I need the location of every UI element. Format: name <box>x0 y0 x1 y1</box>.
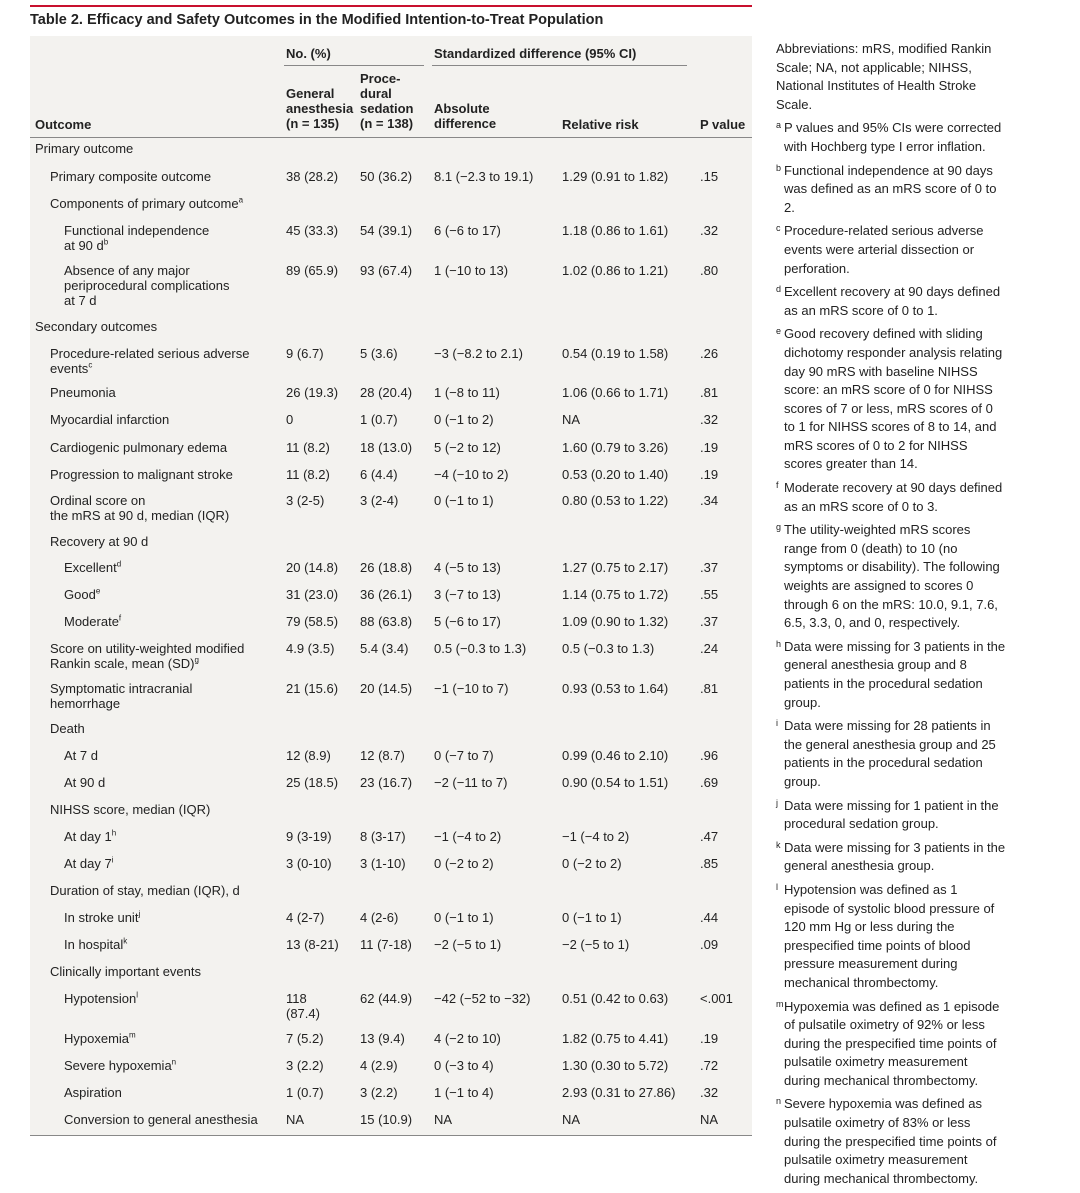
cell-rr: NA <box>562 1112 581 1127</box>
header-general-anesthesia: General anesthesia (n = 135) <box>286 86 354 131</box>
cell-ga: 7 (5.2) <box>286 1031 324 1046</box>
cell-ga: 26 (19.3) <box>286 385 339 400</box>
footnote-mark: m <box>776 998 784 1009</box>
cell-p: .37 <box>700 560 719 575</box>
row-label <box>50 721 85 736</box>
footnote <box>776 797 1006 834</box>
footnote-text: Abbreviations: mRS, modified Rankin Scale; NA, not applicable; NIHSS, National Institutes of Health Stroke Scale. <box>776 41 992 112</box>
cell-rr: 0.5 (−0.3 to 1.3) <box>562 641 655 656</box>
cell-rr: −2 (−5 to 1) <box>562 937 630 952</box>
footnote-mark: e <box>776 326 782 337</box>
cell-abs: 1 (−8 to 11) <box>434 385 500 400</box>
row-label-line: Clinically important events <box>50 964 202 979</box>
cell-rr: 1.29 (0.91 to 1.82) <box>562 169 669 184</box>
cell-ps: 11 (7-18) <box>360 937 412 952</box>
cell-ps: 1 (0.7) <box>360 412 398 427</box>
row-label-line: Moderate$^f$ <box>64 613 122 629</box>
cell-abs: 0 (−1 to 2) <box>434 412 494 427</box>
row-label-line: Score on utility-weighted modified <box>50 641 245 656</box>
cell-ps: 13 (9.4) <box>360 1031 405 1046</box>
row-label-line: Ordinal score on <box>50 493 146 508</box>
cell-abs: 0 (−7 to 7) <box>434 748 494 763</box>
row-label-line: Hypoxemia$^m$ <box>64 1030 136 1046</box>
cell-rr: 0.51 (0.42 to 0.63) <box>562 991 669 1006</box>
cell-ps: 3 (1-10) <box>360 856 406 871</box>
cell-abs: 1 (−1 to 4) <box>434 1085 494 1100</box>
cell-ga: 11 (8.2) <box>286 440 330 455</box>
cell-p: .34 <box>700 493 719 508</box>
cell-rr: 1.06 (0.66 to 1.71) <box>562 385 669 400</box>
footnote-mark: n <box>776 1096 782 1107</box>
cell-abs: NA <box>434 1112 453 1127</box>
row-label <box>50 196 243 211</box>
row-label <box>50 964 201 979</box>
row-label-line: Secondary outcomes <box>35 319 158 334</box>
table-title: Table 2. Efficacy and Safety Outcomes in the Modified Intention-to-Treat Population <box>30 12 604 28</box>
row-label <box>50 467 233 482</box>
cell-p: .81 <box>700 385 719 400</box>
cell-ga: 20 (14.8) <box>286 560 339 575</box>
footnote-mark: f <box>776 480 779 491</box>
row-label-line: Severe hypoxemia$^n$ <box>64 1057 177 1073</box>
cell-ps: 5 (3.6) <box>360 346 398 361</box>
footnote-mark: i <box>776 718 778 729</box>
cell-ga: 4.9 (3.5) <box>286 641 335 656</box>
cell-ga: NA <box>286 1112 305 1127</box>
results-table <box>30 36 752 1136</box>
cell-abs: −1 (−4 to 2) <box>434 829 502 844</box>
cell-p: .85 <box>700 856 719 871</box>
row-label-line: Primary composite outcome <box>50 169 212 184</box>
footnote <box>776 638 1006 712</box>
cell-ps: 4 (2.9) <box>360 1058 398 1073</box>
row-label <box>64 829 116 844</box>
cell-ps: 88 (63.8) <box>360 614 413 629</box>
cell-abs: −4 (−10 to 2) <box>434 467 509 482</box>
footnote-text: Data were missing for 28 patients in the general anesthesia group and 25 patients in the procedural sedation group. <box>784 718 996 789</box>
row-label-line: Functional independence <box>64 223 210 238</box>
cell-rr: 0.90 (0.54 to 1.51) <box>562 775 669 790</box>
footnote-text: Moderate recovery at 90 days defined as an mRS score of 0 to 3. <box>784 480 1003 514</box>
row-label <box>50 169 211 184</box>
cell-ps: 20 (14.5) <box>360 681 413 696</box>
cell-ga: 118 <box>286 991 307 1006</box>
row-label-line: Symptomatic intracranial <box>50 681 193 696</box>
footnote <box>776 325 1006 474</box>
footnote <box>776 717 1006 791</box>
footnote-marker: n <box>171 1057 177 1067</box>
cell-abs: 5 (−6 to 17) <box>434 614 501 629</box>
cell-p: <.001 <box>700 991 733 1006</box>
cell-ps: 3 (2-4) <box>360 493 399 508</box>
footnote <box>776 881 1006 993</box>
cell-ga: 21 (15.6) <box>286 681 339 696</box>
cell-abs: −42 (−52 to −32) <box>434 991 531 1006</box>
cell-p: .24 <box>700 641 719 656</box>
row-label <box>50 681 192 711</box>
cell-ga: 9 (3-19) <box>286 829 332 844</box>
row-label <box>64 560 121 575</box>
cell-abs: −2 (−11 to 7) <box>434 775 508 790</box>
row-label-line: At day 7$^i$ <box>64 855 114 871</box>
footnote-text: Functional independence at 90 days was defined as an mRS score of 0 to 2. <box>784 162 997 215</box>
row-label <box>64 587 100 602</box>
row-label-line: Primary outcome <box>35 141 134 156</box>
row-label-line: Aspiration <box>64 1085 122 1100</box>
cell-rr: 0.80 (0.53 to 1.22) <box>562 493 669 508</box>
row-label-line: In stroke unit$^j$ <box>64 909 141 925</box>
row-label <box>64 614 121 629</box>
row-label <box>50 385 116 400</box>
cell-ga: 79 (58.5) <box>286 614 339 629</box>
cell-ps: 12 (8.7) <box>360 748 405 763</box>
row-label <box>64 910 140 925</box>
footnote-text: The utility-weighted mRS scores range from 0 (death) to 10 (no symptoms or disability). The following weights are assigned to scores 0 through 6 on the mRS: 10.0, 9.1, 7.6, 6.5, 3.3, 0, and 0, respectively. <box>784 522 1000 631</box>
footnote-mark: a <box>776 120 782 131</box>
cell-ga: 0 <box>286 412 294 427</box>
cell-ga: 25 (18.5) <box>286 775 339 790</box>
cell-p: .32 <box>700 1085 719 1100</box>
cell-ga-line2: (87.4) <box>286 1006 320 1021</box>
footnote-marker: g <box>194 655 199 665</box>
cell-abs: 8.1 (−2.3 to 19.1) <box>434 169 534 184</box>
row-label-line: Excellent$^d$ <box>64 559 122 575</box>
cell-abs: 6 (−6 to 17) <box>434 223 501 238</box>
footnote-marker: f <box>118 613 122 623</box>
cell-rr: NA <box>562 412 581 427</box>
footnote-text: Hypotension was defined as 1 episode of systolic blood pressure of 120 mm Hg or less during the prespecified time points of blood pressure measurement during mechanical thrombectomy. <box>784 881 995 990</box>
cell-rr: 0 (−1 to 1) <box>562 910 622 925</box>
header-absolute-difference: Absolute difference <box>434 101 497 131</box>
cell-rr: 1.18 (0.86 to 1.61) <box>562 223 669 238</box>
row-label <box>64 1085 122 1100</box>
row-label-line: Duration of stay, median (IQR), d <box>50 883 240 898</box>
row-label-line: Absence of any major <box>64 263 190 278</box>
footnote-marker: h <box>111 828 117 838</box>
row-label-line: events$^c$ <box>50 360 93 376</box>
row-label-line: hemorrhage <box>50 696 121 711</box>
footnote-marker: i <box>111 855 114 865</box>
cell-ps: 8 (3-17) <box>360 829 406 844</box>
row-label-line: Rankin scale, mean (SD)$^g$ <box>50 655 199 671</box>
cell-rr: 1.82 (0.75 to 4.41) <box>562 1031 669 1046</box>
cell-rr: 1.02 (0.86 to 1.21) <box>562 263 669 278</box>
header-relative-risk: Relative risk <box>562 117 639 132</box>
footnote-text: Hypoxemia was defined as 1 episode of pulsatile oximetry of 92% or less during the prespecified time points of pulsatile oximetry measurement during mechanical thrombectomy. <box>784 998 1000 1088</box>
cell-p: .37 <box>700 614 719 629</box>
row-label <box>50 346 249 376</box>
cell-p: .26 <box>700 346 719 361</box>
row-label-line: Recovery at 90 d <box>50 534 149 549</box>
footnote <box>776 521 1006 633</box>
cell-ga: 3 (0-10) <box>286 856 332 871</box>
header-group-sd: Standardized difference (95% CI) <box>434 46 637 61</box>
cell-rr: 1.27 (0.75 to 2.17) <box>562 560 669 575</box>
row-label <box>50 641 244 671</box>
cell-rr: 1.09 (0.90 to 1.32) <box>562 614 669 629</box>
footnote-text: Excellent recovery at 90 days defined as an mRS score of 0 to 1. <box>784 284 1001 318</box>
cell-rr: 0.53 (0.20 to 1.40) <box>562 467 669 482</box>
cell-p: .96 <box>700 748 719 763</box>
cell-p: .32 <box>700 223 719 238</box>
row-label <box>64 748 98 763</box>
cell-ga: 31 (23.0) <box>286 587 339 602</box>
cell-abs: 4 (−5 to 13) <box>434 560 501 575</box>
row-label-line: Myocardial infarction <box>50 412 170 427</box>
row-label <box>50 802 210 817</box>
cell-ga: 9 (6.7) <box>286 346 324 361</box>
cell-abs: 5 (−2 to 12) <box>434 440 501 455</box>
footnote <box>776 998 1006 1091</box>
row-label-line: At 7 d <box>64 748 98 763</box>
table-bottom-rule <box>30 1135 752 1136</box>
footnote-text: Data were missing for 1 patient in the procedural sedation group. <box>784 797 999 832</box>
cell-p: .55 <box>700 587 719 602</box>
cell-ga: 4 (2-7) <box>286 910 325 925</box>
cell-ps: 6 (4.4) <box>360 467 398 482</box>
cell-p: .09 <box>700 937 719 952</box>
footnote-mark: d <box>776 284 782 295</box>
cell-ps: 23 (16.7) <box>360 775 413 790</box>
footnote-marker: e <box>95 586 101 596</box>
cell-abs: 0 (−1 to 1) <box>434 493 494 508</box>
cell-p: .32 <box>700 412 719 427</box>
cell-p: .69 <box>700 775 719 790</box>
cell-ps: 50 (36.2) <box>360 169 413 184</box>
footnote-text: Procedure-related serious adverse events were arterial dissection or perforation. <box>784 223 984 276</box>
row-label-line: At day 1$^h$ <box>64 828 117 844</box>
header-rule <box>30 137 752 138</box>
cell-ps: 36 (26.1) <box>360 587 413 602</box>
row-label-line: Components of primary outcome$^a$ <box>50 195 244 211</box>
row-label <box>50 412 169 427</box>
footnote-marker: b <box>103 237 109 247</box>
footnote-text: P values and 95% CIs were corrected with Hochberg type I error inflation. <box>784 120 1002 154</box>
row-label <box>64 1112 258 1127</box>
cell-abs: 0 (−3 to 4) <box>434 1058 494 1073</box>
cell-ps: 5.4 (3.4) <box>360 641 409 656</box>
cell-p: .72 <box>700 1058 719 1073</box>
cell-p: .47 <box>700 829 719 844</box>
footnote-text: Data were missing for 3 patients in the general anesthesia group. <box>784 839 1006 874</box>
cell-rr: 1.60 (0.79 to 3.26) <box>562 440 669 455</box>
footnote <box>776 40 1006 114</box>
row-label-line: at 7 d <box>64 293 97 308</box>
footnote-mark: c <box>776 223 781 234</box>
row-label-line: Death <box>50 721 85 736</box>
row-label <box>64 775 105 790</box>
footnote-marker: d <box>116 559 122 569</box>
row-label-line: In hospital$^k$ <box>64 936 128 952</box>
row-label-line: Procedure-related serious adverse <box>50 346 250 361</box>
row-label-line: the mRS at 90 d, median (IQR) <box>50 508 230 523</box>
footnote-text: Good recovery defined with sliding dichotomy responder analysis relating day 90 mRS with baseline NIHSS score: an mRS score of 0 for NIHSS scores of 7 or less, mRS scores of 0 to 1 for NIHSS scores of 8 to 14, and mRS scores of 0 to 2 for NIHSS scores greater than 14. <box>784 326 1003 472</box>
cell-ga: 3 (2.2) <box>286 1058 324 1073</box>
cell-ps: 26 (18.8) <box>360 560 413 575</box>
footnote-marker: m <box>129 1030 136 1040</box>
header-procedural-sedation: Proce- dural sedation (n = 138) <box>360 71 414 131</box>
cell-ga: 11 (8.2) <box>286 467 330 482</box>
cell-abs: 0 (−1 to 1) <box>434 910 494 925</box>
cell-p: .19 <box>700 1031 719 1046</box>
row-label-line: at 90 $d^b$ <box>64 237 109 253</box>
cell-ps: 18 (13.0) <box>360 440 413 455</box>
row-label <box>64 263 229 308</box>
cell-rr: 1.14 (0.75 to 1.72) <box>562 587 669 602</box>
row-label <box>50 883 240 898</box>
cell-p: .44 <box>700 910 719 925</box>
cell-ps: 54 (39.1) <box>360 223 413 238</box>
row-label-line: Good$^e$ <box>64 586 101 602</box>
cell-ps: 4 (2-6) <box>360 910 399 925</box>
footnotes <box>776 40 1006 1193</box>
row-label <box>35 141 133 156</box>
cell-p: .80 <box>700 263 719 278</box>
row-label <box>64 1031 136 1046</box>
cell-abs: 0.5 (−0.3 to 1.3) <box>434 641 527 656</box>
cell-abs: −2 (−5 to 1) <box>434 937 502 952</box>
cell-p: .19 <box>700 440 719 455</box>
row-label-line: Pneumonia <box>50 385 116 400</box>
cell-ga: 3 (2-5) <box>286 493 325 508</box>
row-label-line: Progression to malignant stroke <box>50 467 233 482</box>
cell-ga: 38 (28.2) <box>286 169 339 184</box>
cell-abs: 0 (−2 to 2) <box>434 856 494 871</box>
cell-p: .81 <box>700 681 719 696</box>
cell-ps: 28 (20.4) <box>360 385 413 400</box>
cell-rr: 0 (−2 to 2) <box>562 856 622 871</box>
header-rule-no <box>284 65 424 66</box>
cell-ga: 1 (0.7) <box>286 1085 324 1100</box>
header-outcome: Outcome <box>35 117 92 132</box>
footnote-mark: k <box>776 839 781 850</box>
footnote-marker: k <box>123 936 128 946</box>
row-label-line: At 90 d <box>64 775 106 790</box>
cell-rr: 0.93 (0.53 to 1.64) <box>562 681 669 696</box>
row-label-line: Cardiogenic pulmonary edema <box>50 440 228 455</box>
row-label <box>64 991 138 1006</box>
cell-abs: −1 (−10 to 7) <box>434 681 509 696</box>
row-label <box>64 856 113 871</box>
cell-rr: −1 (−4 to 2) <box>562 829 630 844</box>
cell-ps: 62 (44.9) <box>360 991 413 1006</box>
row-label <box>64 1058 176 1073</box>
footnote <box>776 479 1006 516</box>
cell-ps: 15 (10.9) <box>360 1112 413 1127</box>
footnote-marker: a <box>238 195 244 205</box>
row-label <box>64 937 127 952</box>
cell-rr: 0.99 (0.46 to 2.10) <box>562 748 669 763</box>
footnote-marker: l <box>136 990 139 1000</box>
row-label-line: Hypotension$^l$ <box>64 990 139 1006</box>
footnote <box>776 119 1006 156</box>
cell-ga: 13 (8-21) <box>286 937 339 952</box>
header-group-no: No. (%) <box>286 46 331 61</box>
footnote <box>776 162 1006 218</box>
cell-ga: 12 (8.9) <box>286 748 331 763</box>
cell-ps: 3 (2.2) <box>360 1085 398 1100</box>
footnote <box>776 222 1006 278</box>
footnote <box>776 283 1006 320</box>
cell-rr: 2.93 (0.31 to 27.86) <box>562 1085 676 1100</box>
cell-p: NA <box>700 1112 719 1127</box>
title-rule <box>30 5 752 7</box>
footnote-text: Data were missing for 3 patients in the general anesthesia group and 8 patients in the procedural sedation group. <box>784 638 1006 710</box>
cell-rr: 1.30 (0.30 to 5.72) <box>562 1058 669 1073</box>
header-rule-sd <box>432 65 687 66</box>
footnote-mark: b <box>776 162 782 173</box>
cell-p: .15 <box>700 169 719 184</box>
row-label <box>50 440 227 455</box>
row-label <box>50 534 148 549</box>
cell-ps: 93 (67.4) <box>360 263 413 278</box>
cell-abs: −3 (−8.2 to 2.1) <box>434 346 523 361</box>
row-label-line: NIHSS score, median (IQR) <box>50 802 211 817</box>
cell-abs: 4 (−2 to 10) <box>434 1031 501 1046</box>
cell-abs: 1 (−10 to 13) <box>434 263 509 278</box>
footnote-marker: j <box>138 909 141 919</box>
footnote <box>776 839 1006 876</box>
cell-ga: 89 (65.9) <box>286 263 339 278</box>
cell-rr: 0.54 (0.19 to 1.58) <box>562 346 669 361</box>
cell-ga: 45 (33.3) <box>286 223 339 238</box>
row-label <box>64 223 209 253</box>
footnote-mark: h <box>776 638 782 649</box>
footnote-marker: c <box>88 360 93 370</box>
footnote-mark: l <box>776 881 778 892</box>
row-label <box>35 319 157 334</box>
header-p-value: P value <box>700 117 746 132</box>
row-label-line: Conversion to general anesthesia <box>64 1112 258 1127</box>
row-label-line: periprocedural complications <box>64 278 230 293</box>
cell-p: .19 <box>700 467 719 482</box>
row-label <box>50 493 229 523</box>
footnote-mark: g <box>776 522 782 533</box>
cell-abs: 3 (−7 to 13) <box>434 587 501 602</box>
footnote-mark: j <box>776 797 778 808</box>
footnote <box>776 1095 1006 1188</box>
footnote-text: Severe hypoxemia was defined as pulsatile oximetry of 83% or less during the prespecified time points of pulsatile oximetry measurement during mechanical thrombectomy. <box>784 1096 997 1186</box>
